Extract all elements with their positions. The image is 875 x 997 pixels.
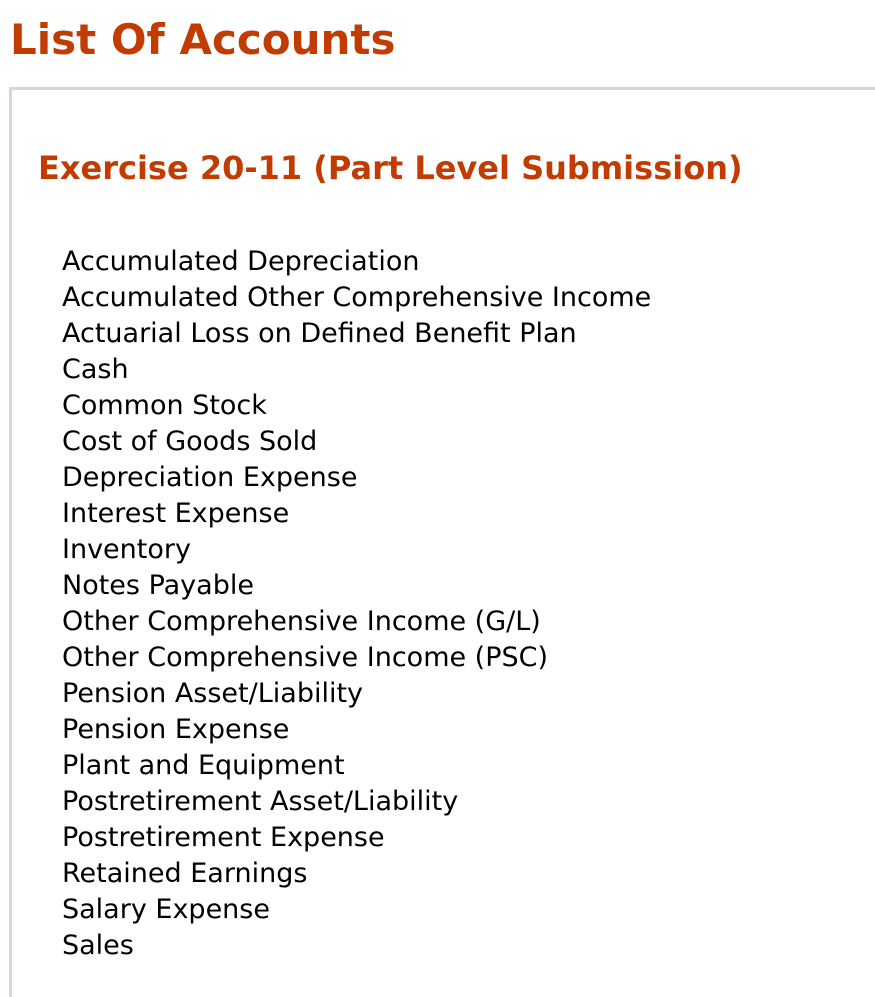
account-item: Plant and Equipment — [62, 750, 345, 781]
account-item: Notes Payable — [62, 570, 254, 601]
account-item: Actuarial Loss on Defined Benefit Plan — [62, 318, 577, 349]
account-item: Pension Expense — [62, 714, 290, 745]
account-item: Other Comprehensive Income (PSC) — [62, 642, 549, 673]
account-item: Accumulated Other Comprehensive Income — [62, 282, 652, 313]
account-list — [62, 244, 651, 964]
account-item: Common Stock — [62, 390, 267, 421]
account-item: Cash — [62, 354, 129, 385]
account-item: Salary Expense — [62, 894, 270, 925]
account-item: Postretirement Expense — [62, 822, 385, 853]
accounts-panel — [9, 87, 875, 997]
exercise-heading: Exercise 20-11 (Part Level Submission) — [38, 149, 743, 187]
account-item: Sales — [62, 930, 134, 961]
account-item: Pension Asset/Liability — [62, 678, 364, 709]
account-item: Accumulated Depreciation — [62, 246, 420, 277]
account-item: Cost of Goods Sold — [62, 426, 318, 457]
account-item: Interest Expense — [62, 498, 290, 529]
page-title: List Of Accounts — [10, 15, 396, 64]
account-item: Postretirement Asset/Liability — [62, 786, 459, 817]
account-item: Retained Earnings — [62, 858, 308, 889]
account-item: Other Comprehensive Income (G/L) — [62, 606, 541, 637]
account-item: Depreciation Expense — [62, 462, 358, 493]
account-item: Inventory — [62, 534, 191, 565]
